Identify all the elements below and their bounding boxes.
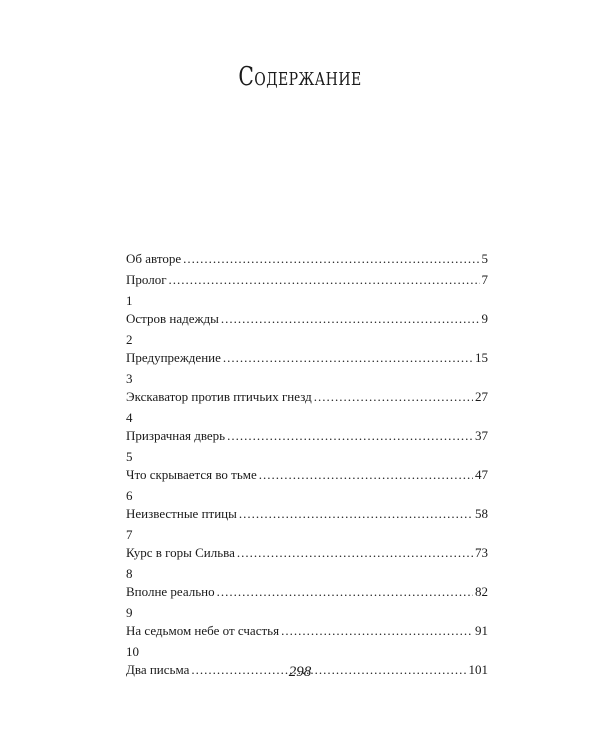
- toc-entry-page: 15: [475, 350, 488, 365]
- chapter-number: 5: [126, 449, 133, 464]
- toc-entry-page: 101: [468, 662, 488, 677]
- toc-row: [126, 250, 488, 268]
- dot-leader: [221, 310, 480, 328]
- toc-entry: [126, 565, 488, 601]
- toc-row: [126, 622, 488, 640]
- toc-row: [126, 271, 488, 289]
- dot-leader: [237, 544, 473, 562]
- chapter-number: 1: [126, 293, 133, 308]
- toc-row: [126, 388, 488, 406]
- toc-row: [126, 466, 488, 484]
- toc-entry: [126, 604, 488, 640]
- toc-entry-page: 82: [475, 584, 488, 599]
- toc-entry-title: Курс в горы Сильва: [126, 545, 235, 560]
- toc-entry-title: Экскаватор против птичьих гнезд: [126, 389, 312, 404]
- toc-row: [126, 505, 488, 523]
- dot-leader: [217, 583, 473, 601]
- toc-entry: [126, 331, 488, 367]
- chapter-number: 8: [126, 566, 133, 581]
- chapter-number: 3: [126, 371, 133, 386]
- toc-entry-title: Призрачная дверь: [126, 428, 226, 443]
- chapter-number: 6: [126, 488, 133, 503]
- dot-leader: [239, 505, 473, 523]
- toc-entry-page: 5: [481, 251, 488, 266]
- toc-entry-title: Вполне реально: [126, 584, 215, 599]
- toc-entry-title: Пролог: [126, 272, 167, 287]
- table-of-contents: [126, 250, 488, 679]
- toc-entry-page: 58: [475, 506, 488, 521]
- toc-row: [126, 427, 488, 445]
- toc-row: [126, 544, 488, 562]
- toc-entry-title: Неизвестные птицы: [126, 506, 237, 521]
- toc-entry-title: Остров надежды: [126, 311, 219, 326]
- dot-leader: [183, 250, 479, 268]
- toc-entry: [126, 250, 488, 268]
- toc-entry-title: Предупреждение: [126, 350, 221, 365]
- chapter-number: 9: [126, 605, 133, 620]
- chapter-number: 7: [126, 527, 133, 542]
- toc-entry: [126, 370, 488, 406]
- toc-entry-page: 73: [475, 545, 488, 560]
- chapter-number: 10: [126, 644, 139, 659]
- chapter-number: 4: [126, 410, 133, 425]
- toc-row: [126, 310, 488, 328]
- toc-entry-page: 27: [475, 389, 488, 404]
- toc-row: [126, 349, 488, 367]
- dot-leader: [281, 622, 473, 640]
- toc-entry-title: Что скрывается во тьме: [126, 467, 257, 482]
- toc-entry: [126, 526, 488, 562]
- dot-leader: [223, 349, 473, 367]
- toc-entry-page: 37: [475, 428, 488, 443]
- dot-leader: [259, 466, 473, 484]
- toc-entry: [126, 487, 488, 523]
- toc-entry-title: Два письма: [126, 662, 190, 677]
- toc-row: [126, 583, 488, 601]
- toc-entry-page: 91: [475, 623, 488, 638]
- toc-entry-title: Об авторе: [126, 251, 182, 266]
- toc-entry: [126, 271, 488, 289]
- page-number: 298: [288, 664, 312, 680]
- toc-entry: [126, 448, 488, 484]
- toc-entry: [126, 409, 488, 445]
- toc-entry-title: На седьмом небе от счастья: [126, 623, 280, 638]
- toc-entry-page: 7: [481, 272, 488, 287]
- chapter-number: 2: [126, 332, 133, 347]
- toc-entry: [126, 292, 488, 328]
- dot-leader: [169, 271, 480, 289]
- page-title: Содержание: [238, 62, 362, 92]
- dot-leader: [314, 388, 473, 406]
- dot-leader: [227, 427, 473, 445]
- toc-entry-page: 47: [475, 467, 488, 482]
- toc-entry-page: 9: [481, 311, 488, 326]
